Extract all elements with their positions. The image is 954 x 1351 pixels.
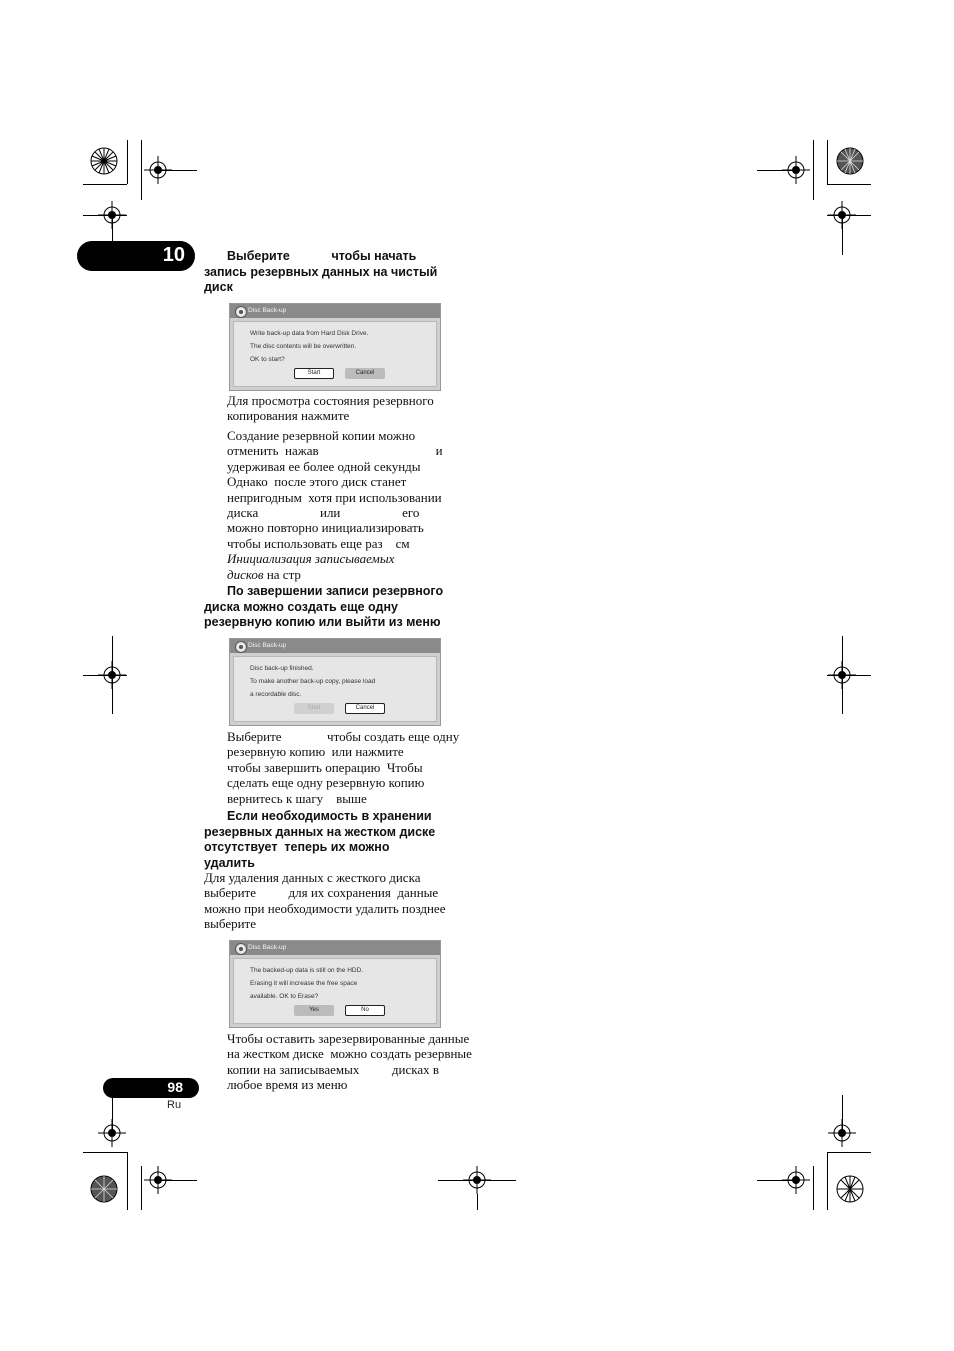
crop-mark — [827, 1152, 871, 1153]
crop-mark — [827, 215, 871, 216]
text-line: удерживая ее более одной секунды — [227, 458, 421, 474]
start-button[interactable]: Start — [294, 703, 334, 714]
crop-mark — [813, 1166, 814, 1210]
text-line: непригодным хотя при использовании — [227, 489, 442, 505]
heading-line: удалить — [204, 855, 255, 870]
text-line: отменить нажав и — [227, 443, 443, 459]
dialog-message-line: OK to start? — [250, 356, 285, 363]
paragraph-another-copy — [227, 729, 467, 806]
crop-mark — [827, 140, 828, 184]
crop-mark — [757, 1180, 799, 1181]
text-line-italic: Инициализация записываемых — [227, 551, 395, 567]
dialog-message-line: available. OK to Erase? — [250, 993, 319, 1000]
dialog-message-line: Disc back-up finished. — [250, 665, 314, 672]
cancel-button[interactable]: Cancel — [345, 703, 385, 714]
text-line: копии на записываемых дисках в — [227, 1061, 439, 1077]
heading-line: запись резервных данных на чистый — [204, 264, 438, 279]
chapter-tab — [77, 241, 195, 271]
heading-line: диска можно создать еще одну — [204, 599, 398, 614]
dialog-message-line: To make another back-up copy, please load — [250, 678, 376, 685]
crop-mark — [757, 170, 799, 171]
crop-mark — [813, 140, 814, 200]
text-line: Выберите чтобы создать еще одну — [227, 729, 460, 744]
crop-mark — [112, 1095, 113, 1135]
section-heading-start-backup — [204, 249, 466, 296]
dialog-title: Disc Back-up — [248, 307, 287, 314]
crop-mark — [83, 675, 127, 676]
crop-mark — [438, 1180, 516, 1181]
crop-mark — [83, 1152, 127, 1153]
heading-line: отсутствует теперь их можно — [204, 840, 390, 854]
crop-mark — [155, 1180, 197, 1181]
page-number-tab — [103, 1078, 199, 1098]
cancel-button[interactable]: Cancel — [345, 368, 385, 379]
no-button[interactable]: No — [345, 1005, 385, 1016]
paragraph-erase-instructions — [204, 870, 466, 932]
paragraph-keep-data — [227, 1031, 472, 1093]
dialog-message-line: Erasing it will increase the free space — [250, 980, 358, 987]
dialog-message-line: The backed-up data is still on the HDD. — [250, 967, 364, 974]
text-line: Чтобы оставить зарезервированные данные — [227, 1031, 470, 1046]
paragraph-view-status — [227, 393, 467, 424]
heading-line: Выберите чтобы начать — [227, 249, 417, 263]
dialog-message-box — [233, 321, 437, 387]
dialog-title: Disc Back-up — [248, 642, 287, 649]
reference-tail: на стр — [263, 566, 301, 582]
crop-mark — [141, 1166, 142, 1210]
disc-icon — [235, 641, 247, 653]
text-line: Однако после этого диск станет — [227, 474, 407, 490]
crop-mark — [155, 170, 197, 171]
crop-mark — [827, 184, 871, 185]
text-line: выберите для их сохранения данные — [204, 885, 439, 901]
dialog-title-bar — [230, 941, 440, 955]
text-line: чтобы использовать еще раз см — [227, 535, 410, 551]
text-line: резервную копию или нажмите — [227, 744, 404, 760]
yes-button[interactable]: Yes — [294, 1005, 334, 1016]
registration-starburst-icon — [90, 1175, 118, 1203]
dialog-title-bar — [230, 639, 440, 653]
dialog-message-line: The disc contents will be overwritten. — [250, 343, 357, 350]
crop-mark — [842, 1095, 843, 1135]
section-heading-backup-finished — [204, 584, 466, 631]
text-line: чтобы завершить операцию Чтобы — [227, 759, 423, 775]
disc-backup-dialog-start — [229, 303, 441, 391]
crop-mark — [83, 184, 127, 185]
registration-starburst-icon — [836, 1175, 864, 1203]
text-line: Для удаления данных с жесткого диска — [204, 870, 421, 885]
dialog-message-box — [233, 656, 437, 722]
heading-line: диск — [204, 280, 233, 294]
heading-line: По завершении записи резервного — [227, 584, 444, 598]
text-line: сделать еще одну резервную копию — [227, 775, 425, 791]
registration-starburst-icon — [90, 147, 118, 175]
crop-mark — [827, 675, 871, 676]
crop-mark — [477, 1194, 478, 1210]
section-heading-erase-hdd — [204, 809, 466, 871]
paragraph-cancel-backup — [227, 428, 467, 582]
crop-mark — [127, 1152, 128, 1210]
text-line: вернитесь к шагу выше — [227, 790, 367, 806]
chapter-number: 10 — [162, 244, 185, 266]
text-line-reference — [227, 567, 467, 582]
text-line: выберите — [204, 916, 256, 932]
heading-line: резервную копию или выйти из меню — [204, 615, 441, 629]
dialog-title-bar — [230, 304, 440, 318]
text-line: можно повторно инициализировать — [227, 520, 424, 536]
page-number: 98 — [167, 1079, 183, 1095]
dialog-message-line: a recordable disc. — [250, 691, 302, 698]
crop-mark — [842, 215, 843, 255]
crop-mark — [83, 215, 127, 216]
heading-line: резервных данных на жестком диске — [204, 824, 436, 839]
language-code: Ru — [167, 1099, 182, 1111]
disc-icon — [235, 306, 247, 318]
text-line: диска или его — [227, 505, 420, 521]
dialog-title: Disc Back-up — [248, 944, 287, 951]
disc-icon — [235, 943, 247, 955]
disc-backup-dialog-erase — [229, 940, 441, 1028]
crop-mark — [141, 140, 142, 200]
crop-mark — [827, 1152, 828, 1210]
start-button[interactable]: Start — [294, 368, 334, 379]
text-line: на жестком диске можно создать резервные — [227, 1046, 472, 1062]
reference-italic: дисков — [227, 566, 264, 582]
text-line: любое время из меню — [227, 1077, 348, 1093]
registration-starburst-icon — [836, 147, 864, 175]
dialog-message-box — [233, 958, 437, 1024]
disc-backup-dialog-finished — [229, 638, 441, 726]
text-line: Для просмотра состояния резервного — [227, 393, 434, 408]
crop-mark — [127, 140, 128, 184]
text-line: копирования нажмите — [227, 408, 350, 424]
text-line: Создание резервной копии можно — [227, 428, 416, 443]
text-line: можно при необходимости удалить позднее — [204, 900, 446, 916]
dialog-message-line: Write back-up data from Hard Disk Drive. — [250, 330, 369, 337]
heading-line: Если необходимость в хранении — [227, 809, 432, 823]
